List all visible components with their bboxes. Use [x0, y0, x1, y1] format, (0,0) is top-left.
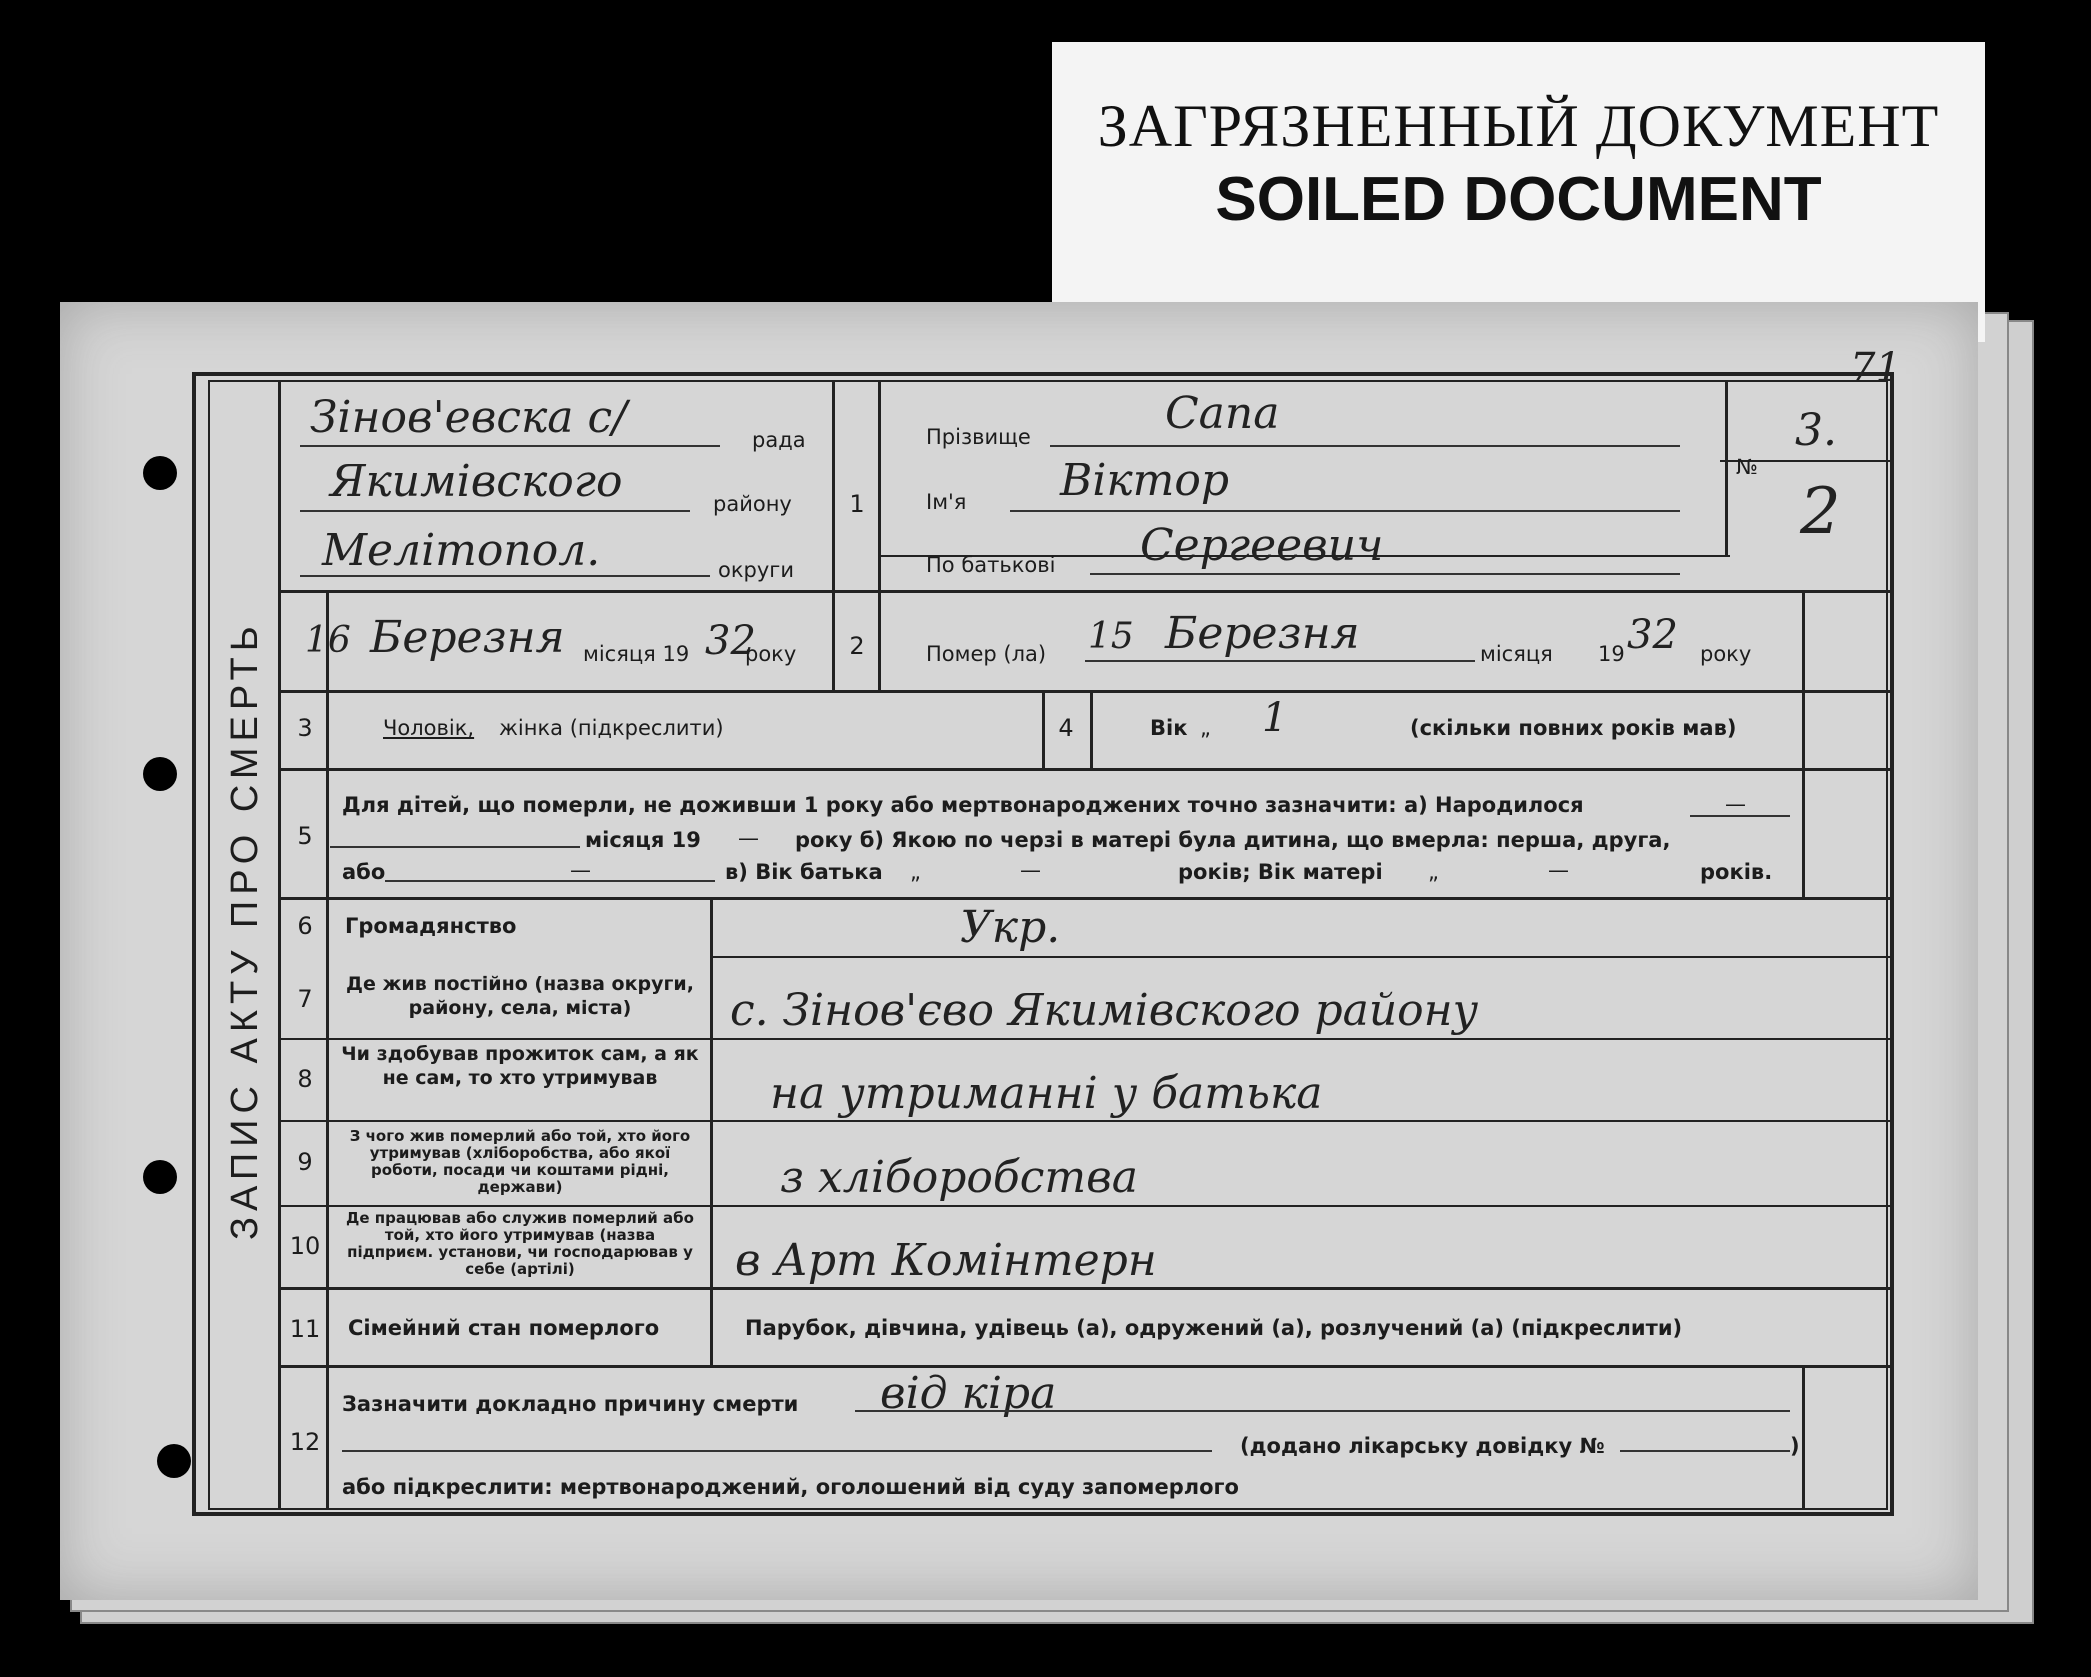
fill-line	[1090, 573, 1680, 575]
rule	[280, 768, 1894, 771]
age-quote: „	[1200, 716, 1211, 740]
okrug-value: Мелітопол.	[322, 525, 601, 576]
fill-line	[300, 445, 720, 447]
name-value: Віктор	[1060, 455, 1230, 506]
record-no-value-2: 2	[1800, 475, 1841, 549]
stillborn-line: або підкреслити: мертвонароджений, оголошений від суду запомерлого	[342, 1475, 1239, 1499]
date-day: 16	[305, 620, 351, 661]
rule	[1802, 1367, 1805, 1510]
fill-line	[1050, 445, 1680, 447]
fill-line	[300, 510, 690, 512]
date-year-label: року	[745, 642, 797, 666]
sex-male: Чоловік,	[383, 716, 475, 740]
fill-line	[330, 846, 580, 848]
died-year: 32	[1627, 612, 1678, 658]
date-year: 32	[705, 618, 756, 664]
rule	[1042, 690, 1045, 768]
sex-options: жінка (підкреслити)	[499, 716, 724, 740]
rule	[280, 590, 1894, 593]
row-number: 9	[297, 1148, 313, 1176]
row-number: 10	[289, 1232, 321, 1260]
fill-line	[385, 880, 715, 882]
infant-line-1: Для дітей, що померли, не доживши 1 року або мертвонароджених точно зазначити: а) Народилося	[342, 793, 1584, 817]
cause-value: від кіра	[880, 1368, 1057, 1419]
soiled-document-stamp	[1052, 42, 1985, 342]
punch-hole	[143, 757, 177, 791]
died-label: Помер (ла)	[926, 642, 1047, 666]
fill-line	[1620, 1450, 1790, 1452]
rule	[280, 1120, 1894, 1122]
rule	[1090, 690, 1093, 768]
date-month-label: місяця 19	[583, 642, 690, 666]
workplace-label: Де працював або служив померлий або той, хто його утримував (назва підприєм. установи, чи господарював у себе (артілі)	[346, 1209, 694, 1278]
record-no-value: 3.	[1795, 405, 1837, 456]
livelihood-label: З чого жив померлий або той, хто його утримував (хліборобства, або якої роботи, посади чи коштами рідні, держави)	[349, 1127, 691, 1196]
rule	[832, 380, 835, 690]
died-year-label: року	[1700, 642, 1752, 666]
surname-value: Сапа	[1165, 388, 1280, 439]
row-number: 4	[1058, 714, 1074, 742]
row-number: 11	[289, 1315, 321, 1343]
rule	[280, 1038, 1894, 1040]
rule	[280, 690, 1894, 693]
age-value: 1	[1262, 695, 1288, 741]
infant-order-value: —	[570, 858, 591, 882]
support-label: Чи здобував прожиток сам, а як не сам, то хто утримував	[341, 1043, 699, 1089]
rule	[1725, 380, 1728, 555]
infant-line-2: року б) Якою по черзі в матері була дитина, що вмерла: перша, друга,	[795, 828, 1671, 852]
mother-age-quote: „	[1428, 860, 1439, 884]
corner-mark: 71	[1850, 345, 1901, 391]
rule	[710, 956, 1894, 958]
row-number: 5	[297, 822, 313, 850]
workplace-value: в Арт Комінтерн	[735, 1235, 1157, 1286]
infant-month-label: місяця 19	[585, 828, 701, 852]
livelihood-value: з хліборобства	[780, 1152, 1138, 1203]
mother-age-label: років; Вік матері	[1178, 860, 1383, 884]
row-number: 6	[297, 912, 313, 940]
fill-line	[1690, 815, 1790, 817]
rule	[878, 380, 881, 690]
father-age-value: —	[1020, 858, 1041, 882]
rule	[326, 590, 329, 1510]
died-year-prefix: 19	[1598, 642, 1625, 666]
record-no-label: №	[1736, 455, 1758, 479]
infant-year-value: —	[738, 826, 759, 850]
age-suffix: (скільки повних років мав)	[1410, 716, 1737, 740]
infant-born-value: —	[1725, 792, 1746, 816]
patronymic-label: По батькові	[926, 553, 1056, 577]
date-month: Березня	[370, 612, 565, 663]
side-title: ЗАПИС АКТУ ПРО СМЕРТЬ	[224, 620, 266, 1240]
name-label: Ім'я	[926, 490, 967, 514]
age-label: Вік	[1150, 716, 1188, 740]
marital-options: Парубок, дівчина, удівець (а), одружений (а), розлучений (а) (підкреслити)	[745, 1316, 1683, 1340]
fill-line	[855, 1410, 1790, 1412]
rule	[280, 897, 1894, 900]
rule	[710, 897, 713, 1367]
row-number: 12	[289, 1428, 321, 1456]
patronymic-value: Сергеевич	[1140, 520, 1384, 571]
died-day: 15	[1088, 616, 1134, 657]
father-age-label: в) Вік батька	[725, 860, 883, 884]
fill-line	[300, 575, 710, 577]
stamp-english-text: SOILED DOCUMENT	[1215, 165, 1822, 234]
rayon-label: району	[713, 492, 792, 516]
rayon-value: Якимівского	[330, 456, 623, 507]
died-month-label: місяця	[1480, 642, 1553, 666]
citizenship-value: Укр.	[960, 902, 1061, 953]
fill-line	[1010, 510, 1680, 512]
rada-label: рада	[752, 428, 806, 452]
residence-value: с. Зінов'єво Якимівского району	[730, 985, 1479, 1036]
rule	[1802, 590, 1805, 898]
citizenship-label: Громадянство	[345, 914, 517, 938]
cause-label: Зазначити докладно причину смерти	[342, 1392, 799, 1416]
stamp-russian-text: ЗАГРЯЗНЕННЫЙ ДОКУМЕНТ	[1097, 93, 1940, 159]
mother-age-suffix: років.	[1700, 860, 1773, 884]
row-number: 7	[297, 985, 313, 1013]
residence-label: Де жив постійно (назва округи, району, села, міста)	[346, 973, 694, 1019]
rule	[280, 1205, 1894, 1207]
fill-line	[1085, 660, 1475, 662]
punch-hole	[157, 1444, 191, 1478]
surname-label: Прізвище	[926, 425, 1031, 449]
punch-hole	[143, 1160, 177, 1194]
punch-hole	[143, 456, 177, 490]
medical-certificate-label: (додано лікарську довідку №	[1240, 1434, 1605, 1458]
okrug-label: округи	[718, 558, 794, 582]
rule	[280, 1287, 1894, 1290]
died-month: Березня	[1165, 608, 1360, 659]
marital-label: Сімейний стан померлого	[348, 1316, 660, 1340]
rule	[280, 1365, 1894, 1368]
row-number: 3	[297, 714, 313, 742]
mother-age-value: —	[1548, 858, 1569, 882]
rada-value: Зінов'евска с/	[310, 392, 627, 443]
rule	[278, 380, 281, 1510]
row-number: 8	[297, 1065, 313, 1093]
father-age-quote: „	[910, 860, 921, 884]
row-number: 2	[849, 632, 865, 660]
medical-certificate-end: )	[1790, 1434, 1800, 1458]
support-value: на утриманні у батька	[770, 1068, 1323, 1119]
fill-line	[342, 1450, 1212, 1452]
infant-or-label: або	[342, 860, 386, 884]
row-number: 1	[849, 490, 865, 518]
